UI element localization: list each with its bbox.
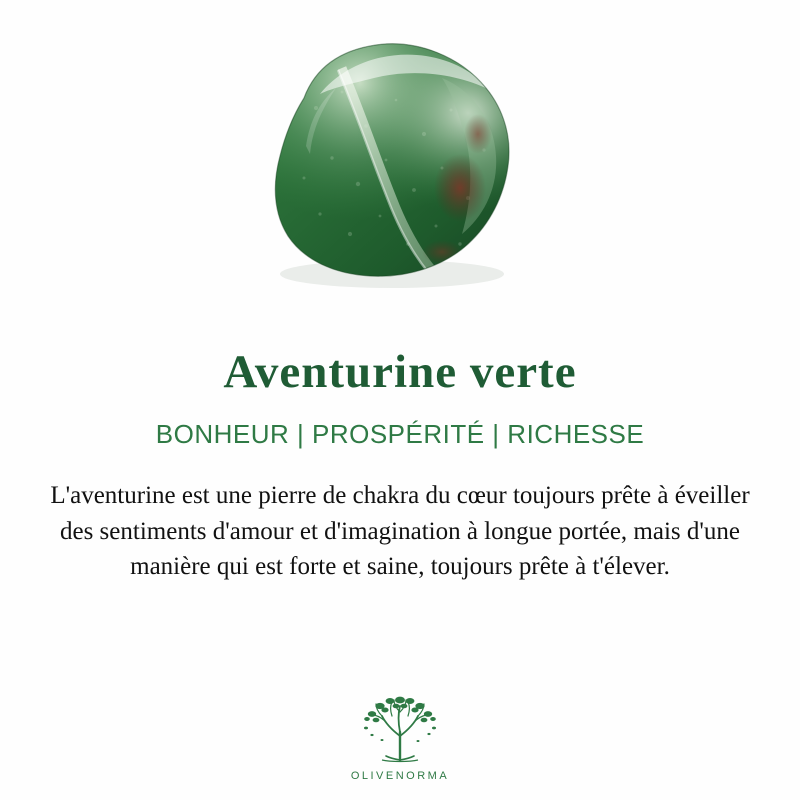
keywords-subtitle: BONHEUR | PROSPÉRITÉ | RICHESSE (155, 419, 645, 450)
brand-logo (0, 688, 800, 782)
description-text: L'aventurine est une pierre de chakra du cœur toujours prête à éveiller des sentiments d'amour et d'imagination à longue portée, mais d'une manière qui est forte et saine, toujours prête à t'élever. (50, 482, 750, 581)
stone-image-container (0, 0, 800, 330)
page-title: Aventurine verte (223, 346, 577, 398)
green-aventurine-stone-image (246, 38, 531, 288)
brand-name: OLIVENORMA (350, 770, 450, 782)
tree-of-life-icon (352, 688, 448, 768)
